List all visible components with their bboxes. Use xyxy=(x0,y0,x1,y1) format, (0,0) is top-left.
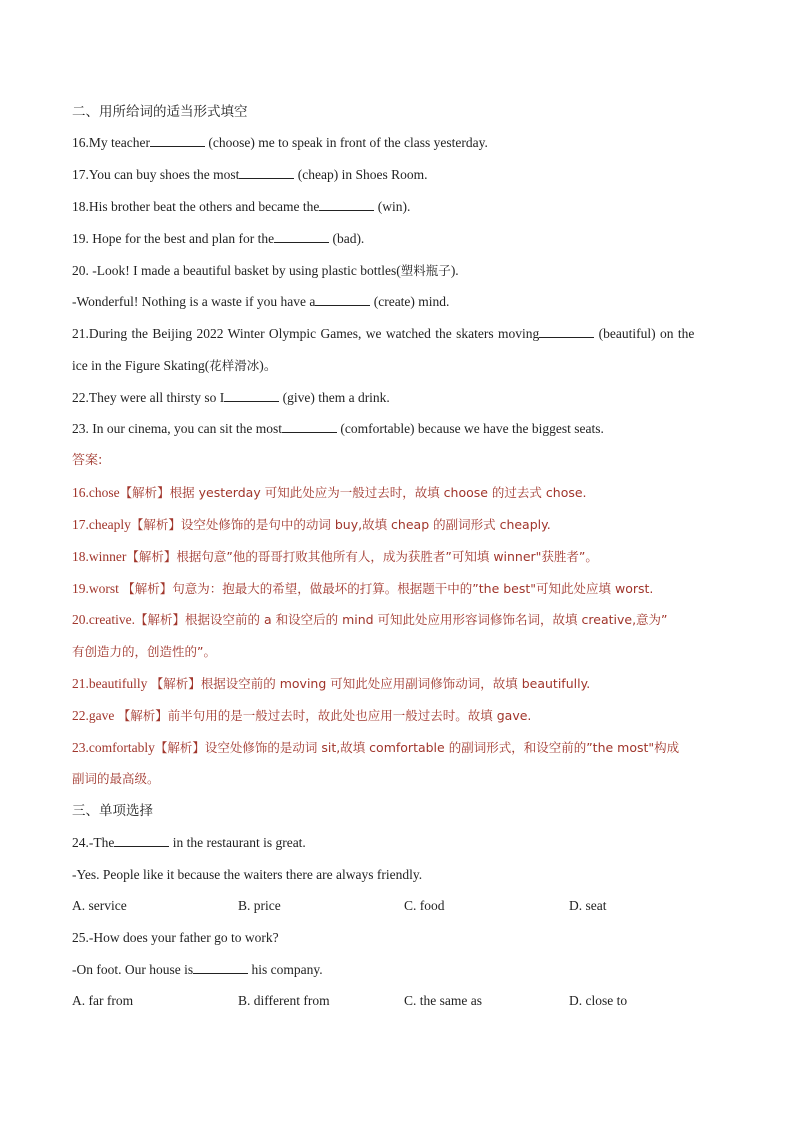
q17-blank xyxy=(239,166,294,179)
answer-16-explanation: 根据 yesterday 可知此处应为一般过去时，故填 choose 的过去式 chose. xyxy=(169,485,587,500)
answer-16-tag: 【解析】 xyxy=(119,485,170,500)
question-17 xyxy=(72,166,732,184)
q19-text-after: (bad). xyxy=(329,231,365,246)
answer-22-word: 22.gave xyxy=(72,708,118,723)
answer-23-line-2: 副词的最高级。 xyxy=(72,771,160,786)
q22-blank xyxy=(224,389,279,402)
answer-17-explanation: 设空处修饰的是句中的动词 buy,故填 cheap 的副词形式 cheaply. xyxy=(180,517,551,532)
question-25-options xyxy=(72,993,712,1011)
q20-chinese-gloss: 塑料瓶子 xyxy=(400,263,451,278)
answer-16 xyxy=(72,484,732,502)
answer-23-tag: 【解析】 xyxy=(154,740,205,755)
q17-text-after: (cheap) in Shoes Room. xyxy=(294,167,428,182)
q19-text-before: 19. Hope for the best and plan for the xyxy=(72,231,275,246)
q25-option-d: D. close to xyxy=(569,993,628,1008)
q16-text-after: (choose) me to speak in front of the class yesterday. xyxy=(204,135,488,150)
question-25-line-2 xyxy=(72,961,732,979)
answer-18-tag: 【解析】 xyxy=(126,549,177,564)
answer-20-explanation: 根据设空前的 a 和设空后的 mind 可知此处应用形容词修饰名词，故填 creative,意为” xyxy=(184,612,668,627)
q18-text-before: 18.His brother beat the others and became the xyxy=(72,199,320,214)
q22-text-before: 22.They were all thirsty so I xyxy=(72,390,225,405)
answer-18-explanation: 根据句意”他的哥哥打败其他所有人，成为获胜者”可知填 winner"获胜者”。 xyxy=(176,549,598,564)
answer-17-word: 17.cheaply xyxy=(72,517,131,532)
q21-chinese-gloss: 花样滑冰 xyxy=(209,358,260,373)
q19-blank xyxy=(274,230,329,243)
q23-text-after: (comfortable) because we have the biggest seats. xyxy=(336,421,604,436)
answer-23-word: 23.comfortably xyxy=(72,740,155,755)
q25-option-a: A. far from xyxy=(72,993,134,1008)
answer-22 xyxy=(72,707,732,725)
q24-blank xyxy=(114,834,169,847)
answer-19-tag: 【解析】 xyxy=(122,581,173,596)
q20b-text-before: -Wonderful! Nothing is a waste if you have a xyxy=(72,294,316,309)
q21-blank xyxy=(539,325,594,338)
q25-text-before: -On foot. Our house is xyxy=(72,962,194,977)
q24-option-c: C. food xyxy=(404,898,445,913)
section-3-title: 三、单项选择 xyxy=(72,803,153,819)
answer-21-explanation: 根据设空前的 moving 可知此处应用副词修饰动词，故填 beautifully. xyxy=(200,676,591,691)
question-19 xyxy=(72,230,732,248)
question-20-line-1 xyxy=(72,262,732,280)
q21b-text-before: ice in the Figure Skating( xyxy=(72,358,210,373)
q25-blank xyxy=(193,961,248,974)
q24-option-a: A. service xyxy=(72,898,127,913)
q17-text-before: 17.You can buy shoes the most xyxy=(72,167,240,182)
q21b-text-after: )。 xyxy=(259,358,278,373)
q24-option-d: D. seat xyxy=(569,898,607,913)
answer-19-word: 19.worst xyxy=(72,581,123,596)
q21-text-after: (beautiful) on the xyxy=(594,326,695,341)
answer-23-explanation: 设空处修饰的是动词 sit,故填 comfortable 的副词形式，和设空前的”the most"构成 xyxy=(204,740,680,755)
q18-blank xyxy=(319,198,374,211)
answer-18-word: 18.winner xyxy=(72,549,127,564)
q20-blank xyxy=(315,293,370,306)
answer-19 xyxy=(72,580,732,598)
question-21-line-2 xyxy=(72,357,732,375)
answer-20-line-1 xyxy=(72,611,732,629)
q24-text-before: 24.-The xyxy=(72,835,115,850)
q24-text-after: in the restaurant is great. xyxy=(169,835,306,850)
q25-text-after: his company. xyxy=(248,962,323,977)
q20-text-after: ). xyxy=(450,263,459,278)
q25-option-b: B. different from xyxy=(238,993,330,1008)
answer-20-tag: 【解析】 xyxy=(134,612,185,627)
question-25-line-1: 25.-How does your father go to work? xyxy=(72,930,279,945)
question-20-line-2 xyxy=(72,293,732,311)
q18-text-after: (win). xyxy=(374,199,411,214)
question-24-line-1 xyxy=(72,834,732,852)
answer-19-explanation: 句意为：抱最大的希望，做最坏的打算。根据题干中的”the best"可知此处应填 worst. xyxy=(172,581,654,596)
q23-text-before: 23. In our cinema, you can sit the most xyxy=(72,421,282,436)
answer-21-tag: 【解析】 xyxy=(150,676,201,691)
q20b-text-after: (create) mind. xyxy=(370,294,450,309)
answer-20-word: 20.creative. xyxy=(72,612,135,627)
question-21-line-1 xyxy=(72,325,732,343)
question-16 xyxy=(72,134,732,152)
q23-blank xyxy=(282,420,337,433)
q25-option-c: C. the same as xyxy=(404,993,482,1008)
answer-22-explanation: 前半句用的是一般过去时，故此处也应用一般过去时。故填 gave. xyxy=(167,708,532,723)
q22-text-after: (give) them a drink. xyxy=(279,390,390,405)
q24-option-b: B. price xyxy=(238,898,281,913)
question-24-line-2: -Yes. People like it because the waiters there are always friendly. xyxy=(72,867,423,882)
question-18 xyxy=(72,198,732,216)
q16-blank xyxy=(150,134,205,147)
section-2-title: 二、用所给词的适当形式填空 xyxy=(72,104,248,120)
answer-18 xyxy=(72,548,732,566)
q16-text-before: 16.My teacher xyxy=(72,135,150,150)
question-23 xyxy=(72,420,732,438)
question-24-options xyxy=(72,898,712,916)
answer-21-word: 21.beautifully xyxy=(72,676,151,691)
answer-22-tag: 【解析】 xyxy=(117,708,168,723)
q21-text-before: 21.During the Beijing 2022 Winter Olympic Games, we watched the skaters moving xyxy=(72,326,540,341)
answer-17-tag: 【解析】 xyxy=(130,517,181,532)
answer-23-line-1 xyxy=(72,739,732,757)
answer-16-word: 16.chose xyxy=(72,485,120,500)
question-22 xyxy=(72,389,732,407)
answer-21 xyxy=(72,675,732,693)
answers-label: 答案: xyxy=(72,453,103,468)
answer-17 xyxy=(72,516,732,534)
q20-text-before: 20. -Look! I made a beautiful basket by using plastic bottles( xyxy=(72,263,401,278)
answer-20-line-2: 有创造力的，创造性的”。 xyxy=(72,644,216,659)
